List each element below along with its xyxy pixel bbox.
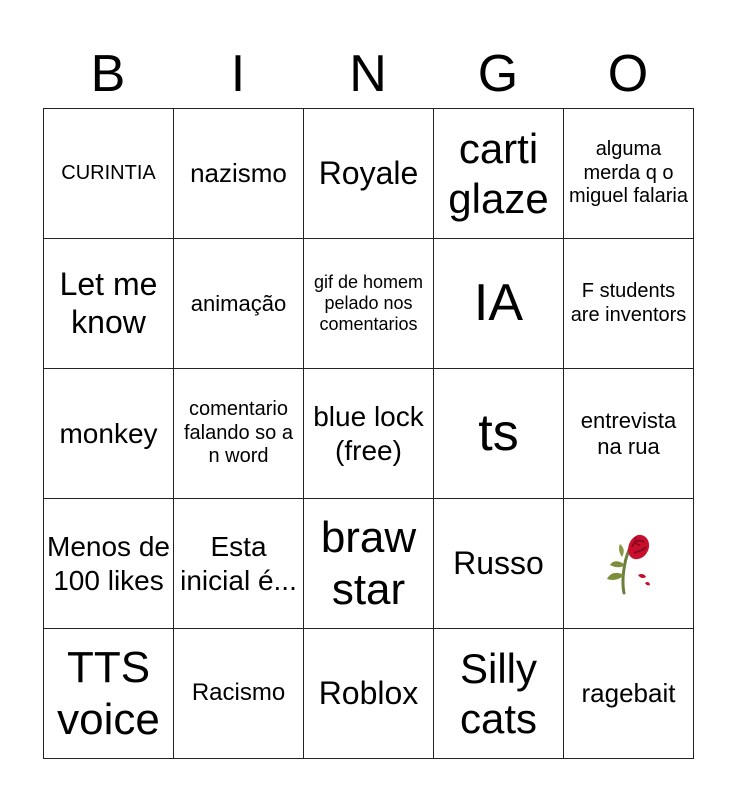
bingo-cell[interactable]: gif de homem pelado nos comentarios — [304, 239, 434, 369]
bingo-cell[interactable]: braw star — [304, 499, 434, 629]
board-row-1 — [44, 109, 694, 239]
bingo-cell[interactable]: comentario falando so a n word — [174, 369, 304, 499]
header-letter-o: O — [607, 45, 649, 103]
bingo-cell[interactable]: nazismo — [174, 109, 304, 239]
bingo-cell[interactable]: blue lock (free) — [304, 369, 434, 499]
board-row-5 — [44, 629, 694, 759]
board-row-2 — [44, 239, 694, 369]
wilted-rose-icon — [598, 531, 660, 597]
bingo-cell[interactable]: IA — [434, 239, 564, 369]
bingo-cell[interactable]: Menos de 100 likes — [44, 499, 174, 629]
free-space-cell[interactable] — [564, 499, 694, 629]
bingo-cell[interactable]: animação — [174, 239, 304, 369]
bingo-board — [43, 108, 694, 759]
header-letter-i: I — [230, 45, 246, 103]
bingo-cell[interactable]: monkey — [44, 369, 174, 499]
bingo-cell[interactable]: Royale — [304, 109, 434, 239]
bingo-header — [43, 40, 693, 108]
header-letter-g: G — [477, 45, 519, 103]
bingo-cell[interactable]: carti glaze — [434, 109, 564, 239]
bingo-cell[interactable]: TTS voice — [44, 629, 174, 759]
bingo-cell[interactable]: ts — [434, 369, 564, 499]
board-row-4 — [44, 499, 694, 629]
bingo-cell[interactable]: ragebait — [564, 629, 694, 759]
bingo-cell[interactable]: entrevista na rua — [564, 369, 694, 499]
header-letter-b: B — [90, 45, 126, 103]
bingo-cell[interactable]: CURINTIA — [44, 109, 174, 239]
bingo-cell[interactable]: F students are inventors — [564, 239, 694, 369]
header-letter-n: N — [349, 45, 387, 103]
bingo-cell[interactable]: Russo — [434, 499, 564, 629]
bingo-cell[interactable]: alguma merda q o miguel falaria — [564, 109, 694, 239]
bingo-cell[interactable]: Silly cats — [434, 629, 564, 759]
bingo-cell[interactable]: Esta inicial é... — [174, 499, 304, 629]
bingo-cell[interactable]: Racismo — [174, 629, 304, 759]
bingo-cell[interactable]: Roblox — [304, 629, 434, 759]
bingo-cell[interactable]: Let me know — [44, 239, 174, 369]
board-row-3 — [44, 369, 694, 499]
